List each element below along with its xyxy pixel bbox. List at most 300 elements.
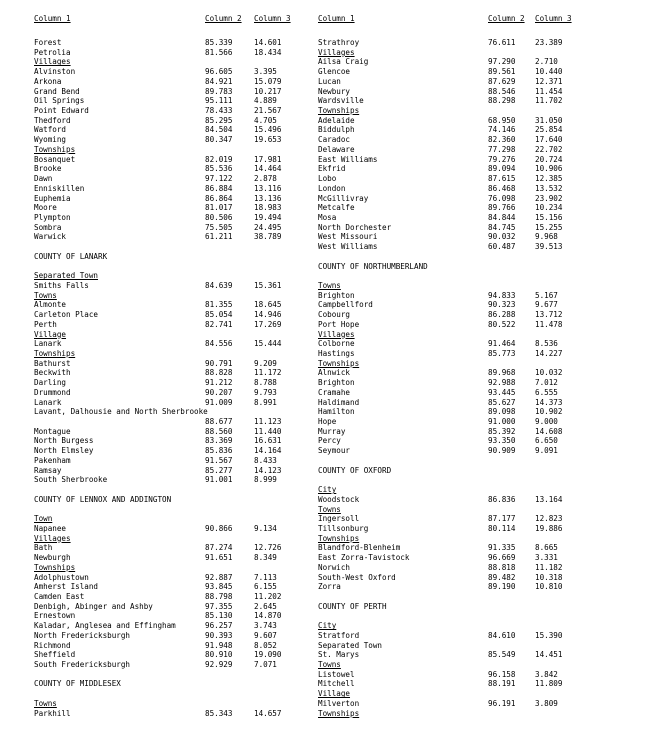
table-row <box>34 96 352 106</box>
row-label: Forest <box>34 38 62 47</box>
table-row <box>34 621 352 631</box>
right-table-body <box>318 38 636 718</box>
row-label: Darling <box>34 378 67 388</box>
column-3-value: 14.601 <box>254 38 282 47</box>
column-3-value: 14.227 <box>535 349 563 358</box>
column-2-value: 91.009 <box>205 397 233 407</box>
column-2-value: 80.347 <box>205 135 233 145</box>
row-label: Hope <box>318 417 337 427</box>
column-2-value: 61.211 <box>205 232 233 242</box>
column-3-value: 11.809 <box>535 679 563 689</box>
section-heading: Townships <box>318 106 360 116</box>
row-label: Warwick <box>34 232 67 242</box>
column-2-value: 81.017 <box>205 203 233 213</box>
column-3-value: 2.645 <box>254 601 277 611</box>
column-2-value: 90.909 <box>488 446 516 456</box>
table-row <box>34 320 352 330</box>
column-3-value: 4.889 <box>254 96 277 106</box>
row-label: Sombra <box>34 222 62 232</box>
column-3-value: 9.968 <box>535 232 558 242</box>
column-3-value: 10.217 <box>254 86 282 96</box>
column-2-value: 90.323 <box>488 300 516 310</box>
table-row <box>34 495 352 505</box>
column-3-value: 10.902 <box>535 407 563 417</box>
column-3-value: 10.234 <box>535 203 563 213</box>
table-row <box>34 330 352 340</box>
table-row <box>318 213 636 223</box>
row-label: Mosa <box>318 212 337 222</box>
column-3-value: 5.167 <box>535 290 558 300</box>
table-row <box>34 67 352 77</box>
table-row <box>318 650 636 660</box>
table-row <box>318 87 636 97</box>
row-label: COUNTY OF OXFORD <box>318 465 392 475</box>
column-2-value: 91.001 <box>205 475 233 485</box>
table-row <box>34 699 352 709</box>
table-row <box>318 67 636 77</box>
column-2-value: 68.950 <box>488 115 516 125</box>
table-row <box>34 77 352 87</box>
table-row <box>34 524 352 534</box>
table-row <box>318 505 636 515</box>
table-row <box>34 641 352 651</box>
column-2-value: 84.921 <box>205 76 233 86</box>
column-2-value: 89.968 <box>488 368 516 378</box>
column-3-value: 13.136 <box>254 193 282 203</box>
column-3-value: 15.390 <box>535 630 563 640</box>
row-label: Glencoe <box>318 67 351 77</box>
row-label: Port Hope <box>318 319 360 329</box>
column-2-value: 93.845 <box>205 582 233 592</box>
column-2-value: 84.639 <box>205 280 233 290</box>
column-2-value: 97.290 <box>488 57 516 67</box>
table-row <box>318 641 636 651</box>
column-2-value: 89.094 <box>488 164 516 174</box>
column-3-value: 3.395 <box>254 67 277 77</box>
section-heading: Townships <box>318 708 360 718</box>
column-3-value: 14.946 <box>254 310 282 320</box>
row-label: Alvinston <box>34 67 76 77</box>
table-row <box>34 310 352 320</box>
section-heading: Villages <box>34 57 71 67</box>
column-3-value: 23.902 <box>535 193 563 203</box>
column-3-value: 14.373 <box>535 397 563 407</box>
column-2-value: 87.629 <box>488 76 516 86</box>
row-label: West Williams <box>318 242 378 252</box>
row-label: Cobourg <box>318 310 351 320</box>
row-label: COUNTY OF LANARK <box>34 251 108 261</box>
table-row <box>318 310 636 320</box>
column-3-value: 6.650 <box>535 436 558 446</box>
table-row <box>318 709 636 719</box>
table-row <box>318 184 636 194</box>
column-3-value: 9.209 <box>254 358 277 368</box>
row-label: Strathroy <box>318 38 360 47</box>
table-row <box>318 573 636 583</box>
column-3-value: 11.440 <box>254 426 282 436</box>
row-label: Euphemia <box>34 193 71 203</box>
column-3-value: 11.478 <box>535 319 563 329</box>
row-label: East Zorra-Tavistock <box>318 553 410 563</box>
table-row <box>34 252 352 262</box>
table-row <box>34 223 352 233</box>
row-label: Carleton Place <box>34 310 99 320</box>
table-row <box>318 223 636 233</box>
table-row <box>34 563 352 573</box>
table-row <box>34 291 352 301</box>
column-3-value: 2.710 <box>535 57 558 67</box>
table-row <box>318 534 636 544</box>
column-3-value: 19.653 <box>254 135 282 145</box>
spacer-row <box>34 689 352 699</box>
spacer-row <box>318 475 636 485</box>
table-row <box>34 417 352 427</box>
column-2-header: Column 2 <box>488 14 525 23</box>
column-2-value: 86.884 <box>205 183 233 193</box>
left-table-body <box>34 38 352 718</box>
table-row <box>34 407 352 417</box>
column-3-value: 14.870 <box>254 611 282 621</box>
column-2-value: 91.212 <box>205 378 233 388</box>
table-row <box>34 106 352 116</box>
column-2-value: 88.828 <box>205 368 233 378</box>
column-2-value: 89.190 <box>488 582 516 592</box>
table-row <box>318 631 636 641</box>
column-2-value: 90.393 <box>205 630 233 640</box>
column-3-value: 7.113 <box>254 572 277 582</box>
row-label: Richmond <box>34 640 71 650</box>
table-row <box>34 611 352 621</box>
row-label: Metcalfe <box>318 203 355 213</box>
table-row <box>34 514 352 524</box>
table-row <box>318 242 636 252</box>
row-label: North Burgess <box>34 436 94 446</box>
column-2-value: 85.339 <box>205 38 233 47</box>
table-row <box>318 48 636 58</box>
table-row <box>34 582 352 592</box>
row-label: COUNTY OF PERTH <box>318 601 387 611</box>
table-row <box>34 164 352 174</box>
table-row <box>34 145 352 155</box>
table-row <box>34 456 352 466</box>
table-row <box>34 602 352 612</box>
row-label: Amherst Island <box>34 582 99 592</box>
table-row <box>318 524 636 534</box>
table-row <box>318 553 636 563</box>
table-row <box>318 232 636 242</box>
row-label: Newbury <box>318 86 351 96</box>
table-row <box>34 116 352 126</box>
table-row <box>318 203 636 213</box>
column-3-value: 13.532 <box>535 183 563 193</box>
column-3-value: 17.640 <box>535 135 563 145</box>
row-label: Moore <box>34 203 57 213</box>
row-label: Newburgh <box>34 553 71 563</box>
column-2-value: 86.836 <box>488 494 516 504</box>
row-label: Brighton <box>318 290 355 300</box>
row-label: Pakenham <box>34 455 71 465</box>
table-row <box>318 320 636 330</box>
section-heading: Villages <box>34 533 71 543</box>
section-heading: Townships <box>318 533 360 543</box>
row-label: Delaware <box>318 144 355 154</box>
row-label: Murray <box>318 426 346 436</box>
row-label: Perth <box>34 319 57 329</box>
column-2-value: 80.114 <box>488 523 516 533</box>
row-label: Grand Bend <box>34 86 80 96</box>
table-row <box>318 466 636 476</box>
table-row <box>34 48 352 58</box>
row-label: Stratford <box>318 630 360 640</box>
row-label: Milverton <box>318 698 360 708</box>
table-row <box>34 213 352 223</box>
row-label: South Sherbrooke <box>34 475 108 485</box>
row-label: Wyoming <box>34 135 67 145</box>
table-row <box>318 194 636 204</box>
row-label: Norwich <box>318 562 351 572</box>
table-row <box>318 670 636 680</box>
column-3-value: 31.050 <box>535 115 563 125</box>
spacer-row <box>318 252 636 262</box>
column-2-value: 87.274 <box>205 543 233 553</box>
row-label: COUNTY OF NORTHUMBERLAND <box>318 261 428 271</box>
column-2-value: 93.445 <box>488 387 516 397</box>
column-2-value: 89.482 <box>488 572 516 582</box>
section-heading: Towns <box>34 698 57 708</box>
table-row <box>34 339 352 349</box>
column-3-value: 39.513 <box>535 242 563 252</box>
table-row <box>318 330 636 340</box>
spacer-row <box>318 611 636 621</box>
column-2-value: 85.277 <box>205 465 233 475</box>
column-2-value: 96.257 <box>205 621 233 631</box>
column-2-value: 80.522 <box>488 319 516 329</box>
column-3-value: 14.464 <box>254 164 282 174</box>
table-row <box>34 534 352 544</box>
table-row <box>318 96 636 106</box>
row-label: Lanark <box>34 339 62 349</box>
column-3-header: Column 3 <box>535 14 572 23</box>
column-2-value: 88.677 <box>205 417 233 427</box>
column-2-value: 82.019 <box>205 154 233 164</box>
section-heading: Villages <box>318 329 355 339</box>
section-heading: City <box>318 621 337 631</box>
table-row <box>318 485 636 495</box>
column-3-value: 7.012 <box>535 378 558 388</box>
row-label: Percy <box>318 436 341 446</box>
column-2-value: 84.610 <box>488 630 516 640</box>
row-label: Enniskillen <box>34 183 85 193</box>
row-label: Colborne <box>318 339 355 349</box>
row-label: Lucan <box>318 76 341 86</box>
column-3-value: 9.607 <box>254 630 277 640</box>
column-2-value: 90.207 <box>205 387 233 397</box>
row-label: Oil Springs <box>34 96 85 106</box>
table-row <box>318 164 636 174</box>
column-3-value: 11.702 <box>535 96 563 106</box>
table-row <box>318 106 636 116</box>
column-3-value: 15.444 <box>254 339 282 349</box>
column-2-value: 85.130 <box>205 611 233 621</box>
section-heading: Towns <box>34 290 57 300</box>
column-2-value: 88.298 <box>488 96 516 106</box>
table-row <box>318 359 636 369</box>
row-label: Arkona <box>34 76 62 86</box>
table-row <box>34 57 352 67</box>
column-3-value: 8.349 <box>254 553 277 563</box>
table-row <box>34 271 352 281</box>
table-row <box>34 174 352 184</box>
column-3-value: 6.155 <box>254 582 277 592</box>
column-3-value: 8.991 <box>254 397 277 407</box>
table-row <box>34 184 352 194</box>
column-headers <box>318 14 636 24</box>
table-row <box>318 368 636 378</box>
spacer-row <box>34 505 352 515</box>
column-3-value: 11.123 <box>254 417 282 427</box>
section-heading: Separated Town <box>34 271 99 281</box>
column-2-value: 77.298 <box>488 144 516 154</box>
row-label: Point Edward <box>34 106 89 116</box>
table-row <box>34 398 352 408</box>
table-row <box>34 359 352 369</box>
column-3-value: 9.000 <box>535 417 558 427</box>
row-label: Smiths Falls <box>34 280 89 290</box>
column-3-value: 12.385 <box>535 174 563 184</box>
spacer-row <box>34 242 352 252</box>
column-2-value: 81.355 <box>205 300 233 310</box>
column-3-value: 8.788 <box>254 378 277 388</box>
table-row <box>34 427 352 437</box>
row-label: Ingersoll <box>318 514 360 524</box>
column-2-value: 92.988 <box>488 378 516 388</box>
table-row <box>34 573 352 583</box>
column-3-value: 13.712 <box>535 310 563 320</box>
row-label: Tillsonburg <box>318 523 369 533</box>
column-3-value: 19.494 <box>254 212 282 222</box>
row-label: Ernestown <box>34 611 76 621</box>
spacer-row <box>318 456 636 466</box>
table-row <box>34 203 352 213</box>
column-3-value: 19.886 <box>535 523 563 533</box>
table-row <box>34 194 352 204</box>
column-1-header: Column 1 <box>318 14 355 23</box>
column-2-value: 91.335 <box>488 543 516 553</box>
column-3-value: 13.164 <box>535 494 563 504</box>
row-label: Napanee <box>34 523 67 533</box>
column-2-value: 97.355 <box>205 601 233 611</box>
row-label: Almonte <box>34 300 67 310</box>
column-3-value: 11.182 <box>535 562 563 572</box>
column-2-value: 91.567 <box>205 455 233 465</box>
table-row <box>34 281 352 291</box>
row-label: Brighton <box>318 378 355 388</box>
table-row <box>318 689 636 699</box>
table-row <box>34 300 352 310</box>
column-2-value: 74.146 <box>488 125 516 135</box>
column-3-value: 11.202 <box>254 591 282 601</box>
column-2-value: 88.191 <box>488 679 516 689</box>
table-row <box>318 291 636 301</box>
column-2-value: 79.276 <box>488 154 516 164</box>
row-label: Sheffield <box>34 650 76 660</box>
column-2-value: 90.032 <box>488 232 516 242</box>
row-label: Lobo <box>318 174 337 184</box>
row-label: South Fredericksburgh <box>34 660 131 669</box>
column-2-value: 89.766 <box>488 203 516 213</box>
column-3-value: 9.134 <box>254 523 277 533</box>
row-label: Lavant, Dalhousie and North Sherbrooke <box>34 407 208 417</box>
table-row <box>34 368 352 378</box>
table-row <box>318 514 636 524</box>
table-row <box>318 427 636 437</box>
row-label: North Dorchester <box>318 222 392 232</box>
column-3-value: 15.255 <box>535 222 563 232</box>
row-label: East Williams <box>318 154 378 164</box>
column-2-value: 88.546 <box>488 86 516 96</box>
spacer-row <box>34 485 352 495</box>
table-row <box>318 679 636 689</box>
column-2-value: 84.556 <box>205 339 233 349</box>
column-2-value: 85.536 <box>205 164 233 174</box>
column-2-value: 85.627 <box>488 397 516 407</box>
left-column <box>34 14 352 718</box>
column-2-value: 85.054 <box>205 310 233 320</box>
column-2-value: 96.158 <box>488 669 516 679</box>
table-row <box>318 300 636 310</box>
column-2-value: 60.487 <box>488 242 516 252</box>
row-label: Caradoc <box>318 135 351 145</box>
table-row <box>318 77 636 87</box>
column-headers <box>34 14 352 24</box>
column-2-value: 80.910 <box>205 650 233 660</box>
column-2-value: 85.295 <box>205 115 233 125</box>
table-row <box>318 446 636 456</box>
column-3-value: 4.705 <box>254 115 277 125</box>
row-label: Haldimand <box>318 397 360 407</box>
row-label: COUNTY OF MIDDLESEX <box>34 679 121 689</box>
column-3-value: 24.495 <box>254 222 282 232</box>
row-label: Cramahe <box>318 387 351 397</box>
column-3-value: 23.389 <box>535 38 563 47</box>
table-row <box>34 543 352 553</box>
column-2-value: 92.929 <box>205 660 233 669</box>
column-3-value: 8.536 <box>535 339 558 349</box>
column-3-value: 10.906 <box>535 164 563 174</box>
column-2-value: 89.561 <box>488 67 516 77</box>
table-row <box>34 679 352 689</box>
table-row <box>318 38 636 48</box>
row-label: Petrolia <box>34 47 71 57</box>
row-label: Camden East <box>34 591 85 601</box>
section-heading: Town <box>34 514 53 524</box>
column-2-value: 84.844 <box>488 212 516 222</box>
column-3-value: 11.172 <box>254 368 282 378</box>
row-label: North Fredericksburgh <box>34 630 131 640</box>
column-3-value: 14.608 <box>535 426 563 436</box>
column-2-value: 85.549 <box>488 650 516 660</box>
row-label: Ailsa Craig <box>318 57 369 67</box>
table-row <box>34 466 352 476</box>
section-heading: Townships <box>34 562 76 572</box>
row-label: Montague <box>34 426 71 436</box>
row-label: Denbigh, Abinger and Ashby <box>34 601 153 611</box>
column-2-value: 86.864 <box>205 193 233 203</box>
row-label: Ekfrid <box>318 164 346 174</box>
table-row <box>318 582 636 592</box>
column-2-value: 95.111 <box>205 96 233 106</box>
column-3-value: 18.983 <box>254 203 282 213</box>
